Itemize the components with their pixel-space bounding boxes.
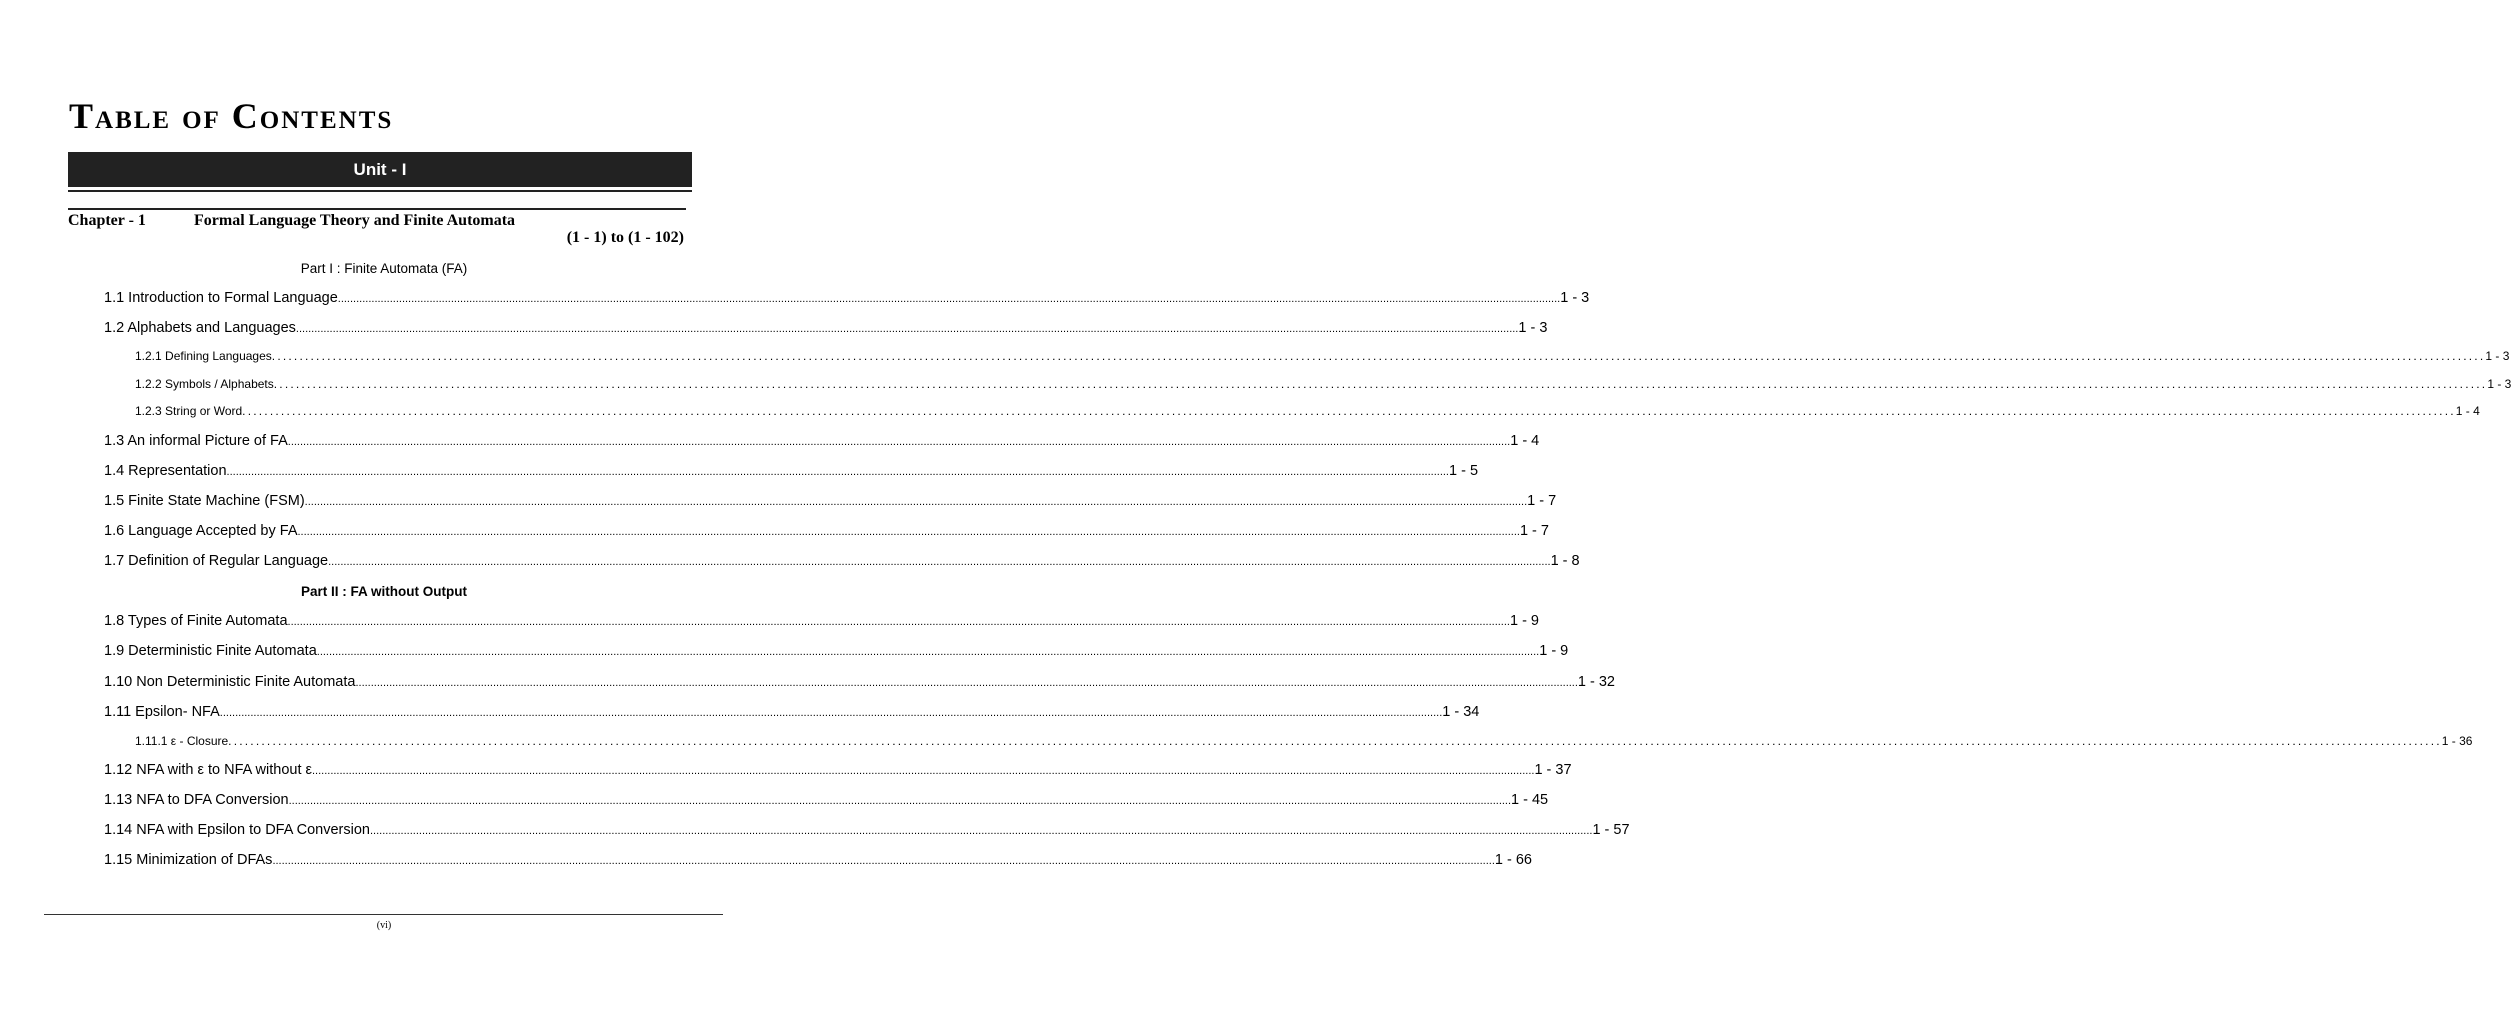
toc-entry-label: 1.14 NFA with Epsilon to DFA Conversion xyxy=(104,822,370,838)
toc-entry-label: 1.3 An informal Picture of FA xyxy=(104,433,288,449)
leader-dots: ................................................................................................................................................................................................................................................................................................................................................................................................................ xyxy=(355,677,1578,689)
page-title: Table of Contents xyxy=(69,96,394,136)
leader-dots: ................................................................................................................................................................................................................................................................................................................................................................................................................ xyxy=(297,526,1520,538)
leader-dots: ................................................................................................................................................................................................................................................................................................................................................................................................................ xyxy=(337,293,1561,305)
toc-entry-page: 1 - 34 xyxy=(1442,704,1480,720)
chapter-divider xyxy=(68,208,686,210)
toc-entry-page: 1 - 7 xyxy=(1527,493,1557,509)
leader-dots: ................................................................................................................................................................................................................................................................................................................................................................................................................ xyxy=(287,436,1511,448)
toc-entry-label: 1.2.1 Defining Languages xyxy=(135,349,272,363)
toc-entry-page: 1 - 32 xyxy=(1577,674,1616,690)
leader-dots: ................................................................................................................................................................................................................................................................................................................................................................................................................ xyxy=(311,765,1535,777)
toc-entry-1-11-1[interactable] xyxy=(135,734,2473,748)
toc-entry-page: 1 - 36 xyxy=(2441,734,2473,748)
toc-entry-page: 1 - 9 xyxy=(1509,613,1539,629)
toc-entry-page: 1 - 5 xyxy=(1449,463,1479,479)
toc-entry-label: 1.12 NFA with ε to NFA without ε xyxy=(104,762,312,778)
footer-divider xyxy=(44,914,723,915)
toc-entry-page: 1 - 9 xyxy=(1539,643,1569,659)
leader-dots: ................................................................................................................................................................................................................................................................................................................................................................................................................ xyxy=(272,855,1495,867)
toc-entry-page: 1 - 4 xyxy=(1510,433,1540,449)
toc-entry-label: 1.4 Representation xyxy=(104,463,227,479)
toc-entry-page: 1 - 45 xyxy=(1511,792,1549,808)
toc-entry-label: 1.2.2 Symbols / Alphabets xyxy=(135,377,274,391)
toc-entry-1-4[interactable] xyxy=(104,463,1479,479)
leader-dots: ................................................................................................................................................................................................................................................................................................................................................................................................................ xyxy=(369,825,1593,837)
unit-heading: Unit - I xyxy=(68,152,692,190)
toc-entry-label: 1.11 Epsilon- NFA xyxy=(104,704,220,720)
toc-entry-label: 1.8 Types of Finite Automata xyxy=(104,613,288,629)
toc-entry-page: 1 - 7 xyxy=(1519,523,1549,539)
leader-dots: ................................................................................................................................................................................................................................................................................................................................................................................................................ xyxy=(271,349,2486,363)
toc-entry-1-7[interactable] xyxy=(104,553,1580,569)
toc-entry-1-2-1[interactable] xyxy=(135,349,2510,363)
toc-entry-label: 1.5 Finite State Machine (FSM) xyxy=(104,493,305,509)
toc-entry-page: 1 - 57 xyxy=(1592,822,1630,838)
toc-entry-page: 1 - 3 xyxy=(2485,349,2510,363)
toc-entry-label: 1.13 NFA to DFA Conversion xyxy=(104,792,289,808)
toc-entry-label: 1.6 Language Accepted by FA xyxy=(104,523,298,539)
toc-entry-page: 1 - 3 xyxy=(1560,290,1590,306)
toc-entry-1-11[interactable] xyxy=(104,704,1480,720)
toc-entry-1-9[interactable] xyxy=(104,643,1569,659)
toc-entry-page: 1 - 3 xyxy=(1518,320,1548,336)
leader-dots: ................................................................................................................................................................................................................................................................................................................................................................................................................ xyxy=(228,734,2442,748)
part-heading-1: Part I : Finite Automata (FA) xyxy=(300,261,468,276)
toc-entry-label: 1.11.1 ε - Closure xyxy=(135,734,229,748)
toc-entry-label: 1.9 Deterministic Finite Automata xyxy=(104,643,317,659)
page-number: (vi) xyxy=(376,920,392,931)
toc-entry-1-14[interactable] xyxy=(104,822,1630,838)
toc-entry-1-12[interactable] xyxy=(104,762,1572,778)
leader-dots: ................................................................................................................................................................................................................................................................................................................................................................................................................ xyxy=(316,646,1540,658)
toc-entry-1-2[interactable] xyxy=(104,320,1548,336)
leader-dots: ................................................................................................................................................................................................................................................................................................................................................................................................................ xyxy=(226,466,1449,478)
leader-dots: ................................................................................................................................................................................................................................................................................................................................................................................................................ xyxy=(288,795,1512,807)
chapter-number: Chapter - 1 xyxy=(68,212,146,229)
leader-dots: ................................................................................................................................................................................................................................................................................................................................................................................................................ xyxy=(295,323,1519,335)
toc-entry-label: 1.10 Non Deterministic Finite Automata xyxy=(104,674,356,690)
toc-entry-1-5[interactable] xyxy=(104,493,1557,509)
toc-entry-1-8[interactable] xyxy=(104,613,1539,629)
toc-entry-page: 1 - 66 xyxy=(1494,852,1532,868)
toc-entry-page: 1 - 4 xyxy=(2455,404,2480,418)
toc-entry-1-1[interactable] xyxy=(104,290,1590,306)
chapter-title: Formal Language Theory and Finite Automata xyxy=(194,212,516,229)
toc-entry-label: 1.2.3 String or Word xyxy=(135,404,243,418)
toc-entry-label: 1.15 Minimization of DFAs xyxy=(104,852,273,868)
leader-dots: ................................................................................................................................................................................................................................................................................................................................................................................................................ xyxy=(273,377,2488,391)
toc-entry-1-3[interactable] xyxy=(104,433,1540,449)
leader-dots: ................................................................................................................................................................................................................................................................................................................................................................................................................ xyxy=(328,556,1551,568)
chapter-page-range: (1 - 1) to (1 - 102) xyxy=(566,229,684,246)
toc-entry-page: 1 - 8 xyxy=(1550,553,1580,569)
toc-entry-1-13[interactable] xyxy=(104,792,1549,808)
toc-entry-page: 1 - 3 xyxy=(2487,377,2511,391)
toc-entry-1-6[interactable] xyxy=(104,523,1549,539)
leader-dots: ................................................................................................................................................................................................................................................................................................................................................................................................................ xyxy=(219,707,1443,719)
leader-dots: ................................................................................................................................................................................................................................................................................................................................................................................................................ xyxy=(287,616,1510,628)
toc-entry-1-2-2[interactable] xyxy=(135,377,2511,391)
part-heading-2: Part II : FA without Output xyxy=(301,584,467,599)
toc-entry-label: 1.2 Alphabets and Languages xyxy=(104,320,296,336)
toc-entry-page: 1 - 37 xyxy=(1534,762,1572,778)
leader-dots: ................................................................................................................................................................................................................................................................................................................................................................................................................ xyxy=(304,496,1528,508)
leader-dots: ................................................................................................................................................................................................................................................................................................................................................................................................................ xyxy=(242,404,2456,418)
toc-entry-1-15[interactable] xyxy=(104,852,1532,868)
toc-entry-1-2-3[interactable] xyxy=(135,404,2480,418)
toc-entry-1-10[interactable] xyxy=(104,674,1616,690)
toc-entry-label: 1.1 Introduction to Formal Language xyxy=(104,290,338,306)
toc-entry-label: 1.7 Definition of Regular Language xyxy=(104,553,329,569)
